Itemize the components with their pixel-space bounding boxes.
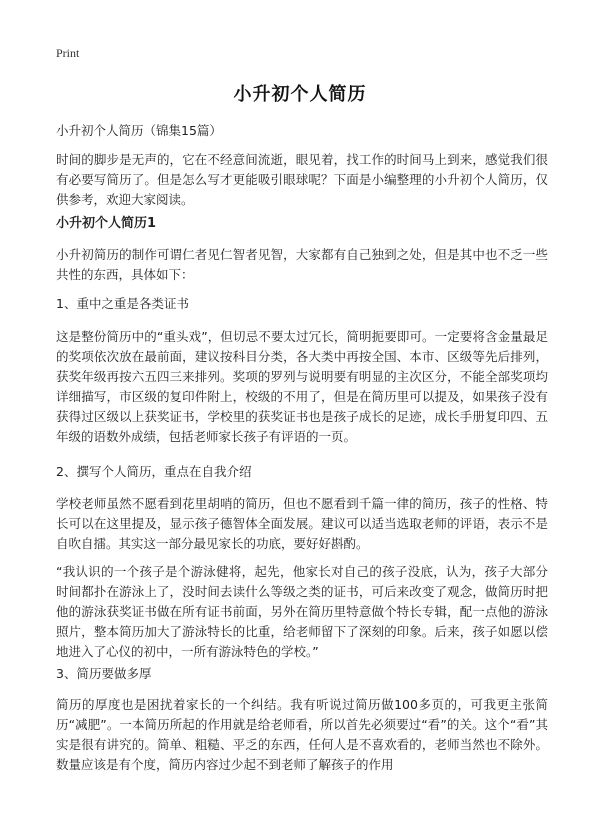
heading-3: 3、简历要做多厚 (56, 666, 152, 681)
print-label: Print (56, 46, 80, 60)
heading-1: 1、重中之重是各类证书 (56, 296, 189, 311)
paragraph-3: 学校老师虽然不愿看到花里胡哨的简历，但也不愿看到千篇一律的简历，孩子的性格、特长可以在这里提及，显示孩子德智体全面发展。建议可以适当选取老师的评语，表示不是自吹自擂。其实这一部分最见家长的功底，要好好斟酌。 (56, 496, 548, 551)
paragraph-5: 简历的厚度也是困扰着家长的一个纠结。我有听说过简历做100多页的，可我更主张简历“减肥”。一本简历所起的作用就是给老师看，所以首先必须要过“看”的关。这个“看”其实是很有讲究的。简单、粗糙、平乏的东西，任何人是不喜欢看的，老师当然也不除外。数量应该是有个度，简历内容过少起不到老师了解孩子的作用 (56, 697, 548, 772)
section-title: 小升初个人简历1 (56, 216, 157, 231)
heading-2: 2、撰写个人简历，重点在自我介绍 (56, 464, 252, 479)
intro-paragraph: 时间的脚步是无声的，它在不经意间流逝，眼见着，找工作的时间马上到来，感觉我们很有必要写简历了。但是怎么写才更能吸引眼球呢？下面是小编整理的小升初个人简历，仅供参考，欢迎大家阅读。 (56, 152, 548, 207)
document-subtitle: 小升初个人简历（锦集15篇） (56, 123, 222, 138)
paragraph-2: 这是整份简历中的“重头戏”，但切忌不要太过冗长，简明扼要即可。一定要将含金量最足的奖项依次放在最前面，建议按科目分类，各大类中再按全国、本市、区级等先后排列，获奖年级再按六五四三来排列。奖项的罗列与说明要有明显的主次区分，不能全部奖项均详细描写，市区级的复印件附上，校级的不用了，但是在简历里可以提及，如果孩子没有获得过区级以上获奖证书，学校里的获奖证书也是孩子成长的足迹，成长手册复印四、五年级的语数外成绩，包括老师家长孩子有评语的一页。 (56, 329, 548, 444)
paragraph-1: 小升初简历的制作可谓仁者见仁智者见智，大家都有自己独到之处，但是其中也不乏一些共性的东西，具体如下： (56, 247, 548, 282)
page-title: 小升初个人简历 (233, 84, 367, 105)
paragraph-4: “我认识的一个孩子是个游泳健将，起先，他家长对自己的孩子没底，认为，孩子大部分时间都扑在游泳上了，没时间去读什么等级之类的证书，可后来改变了观念，做简历时把他的游泳获奖证书做在所有证书前面，另外在简历里特意做个特长专辑，配一点他的游泳照片，整本简历加大了游泳特长的比重，给老师留下了深刻的印象。后来，孩子如愿以偿地进入了心仪的初中，一所有游泳特色的学校。” (56, 564, 548, 659)
